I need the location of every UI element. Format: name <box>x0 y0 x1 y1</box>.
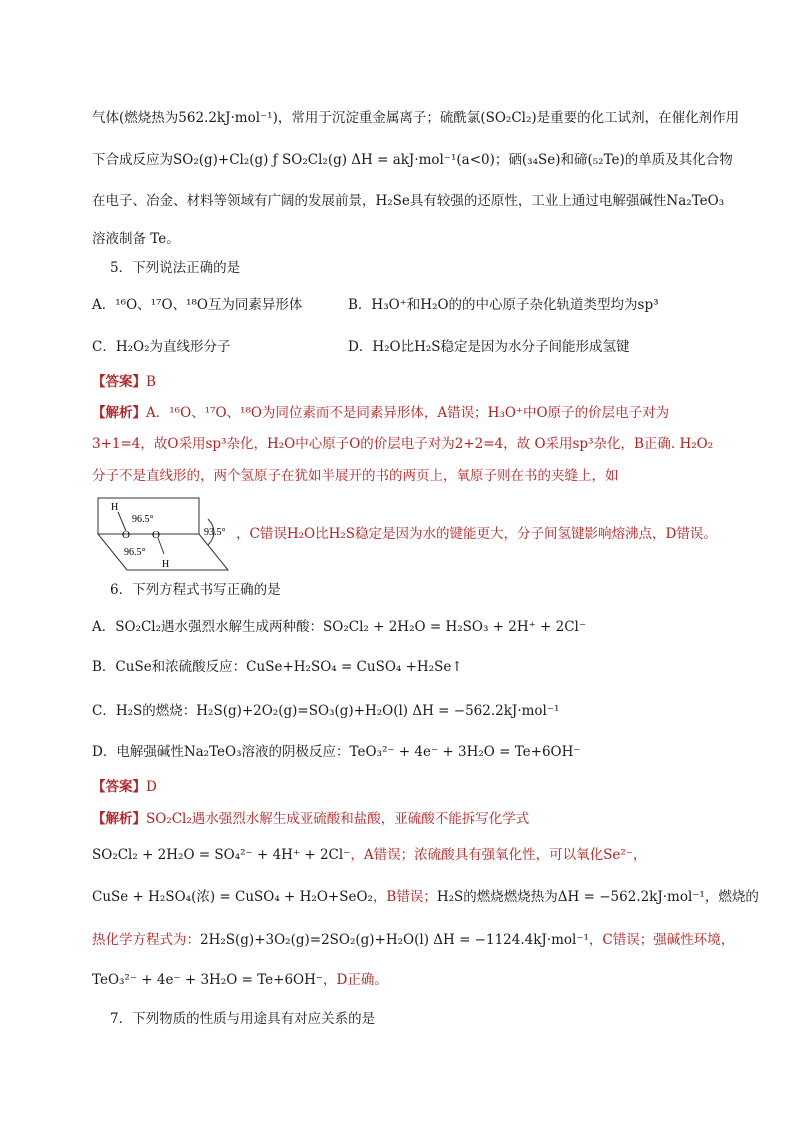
diagram-angle-top: 96.5° <box>132 514 154 525</box>
diagram-h-top: H <box>111 502 119 513</box>
q5-option-b: B．H₃O⁺和H₂O的的中心原子杂化轨道类型均为sp³ <box>348 297 659 313</box>
q6-answer <box>92 777 157 797</box>
answer-value: D <box>146 779 157 795</box>
q6-analysis-line-5 <box>92 970 388 990</box>
q7-stem: 7．下列物质的性质与用途具有对应关系的是 <box>110 1011 376 1027</box>
analysis-tag: 【解析】 <box>92 811 146 827</box>
q6-stem: 6．下列方程式书写正确的是 <box>110 582 281 598</box>
equation: CuSe + H₂SO₄(浓) = CuSO₄ + H₂O+SeO₂ <box>92 889 373 905</box>
diagram-h-bottom: H <box>162 559 170 570</box>
q6-option-b: B．CuSe和浓硫酸反应：CuSe+H₂SO₄ = CuSO₄ +H₂Se↑ <box>92 659 463 675</box>
analysis-text: ，B错误； <box>372 889 437 905</box>
q5-answer <box>92 372 156 392</box>
diagram-o-right: O <box>152 529 160 541</box>
analysis-text: ，D正确。 <box>323 972 388 988</box>
analysis-text: ，A错误；浓硫酸具有强氧化性，可以氧化Se²⁻， <box>350 847 647 863</box>
intro-line-2: 下合成反应为SO₂(g)+Cl₂(g) ƒ SO₂Cl₂(g) ΔH = akJ·mol⁻¹(a<0)；硒(₃₄Se)和碲(₅₂Te)的单质及其化合物 <box>92 152 733 168</box>
analysis-text: ，C错误；强碱性环境， <box>588 932 735 948</box>
diagram-o-left: O <box>122 529 130 541</box>
analysis-text: H₂S的燃烧燃烧热为ΔH = −562.2kJ·mol⁻¹，燃烧的 <box>436 889 759 905</box>
q6-analysis-line-3 <box>92 887 759 907</box>
analysis-text: 热化学方程式为： <box>92 932 200 948</box>
q6-analysis-line-2 <box>92 845 646 865</box>
q6-option-a: A．SO₂Cl₂遇水强烈水解生成两种酸：SO₂Cl₂ + 2H₂O = H₂SO₃ + 2H⁺ + 2Cl⁻ <box>92 619 587 635</box>
q5-analysis-line-2: 3+1=4，故O采用sp³杂化，H₂O中心原子O的价层电子对为2+2=4，故 O采用sp³杂化，B正确. H₂O₂ <box>92 436 714 452</box>
q6-analysis-line-4 <box>92 930 734 950</box>
analysis-tag: 【解析】 <box>92 405 146 421</box>
q5-analysis-line-4: ，C错误H₂O比H₂S稳定是因为水的键能更大，分子间氢键影响熔沸点，D错误。 <box>236 526 717 542</box>
analysis-text: SO₂Cl₂遇水强烈水解生成亚硫酸和盐酸，亚硫酸不能拆写化学式 <box>146 811 530 827</box>
equation: TeO₃²⁻ + 4e⁻ + 3H₂O = Te+6OH⁻ <box>92 972 324 988</box>
intro-line-1: 气体(燃烧热为562.2kJ·mol⁻¹)，常用于沉淀重金属离子；硫酰氯(SO₂Cl₂)是重要的化工试剂，在催化剂作用 <box>92 110 740 126</box>
q5-stem: 5．下列说法正确的是 <box>110 260 241 276</box>
answer-tag: 【答案】 <box>92 374 146 390</box>
q6-analysis-line-1 <box>92 809 529 829</box>
q6-option-d: D．电解强碱性Na₂TeO₃溶液的阴极反应：TeO₃²⁻ + 4e⁻ + 3H₂O = Te+6OH⁻ <box>92 744 581 760</box>
diagram-dihedral-angle: 93.5° <box>204 527 226 538</box>
q5-option-d: D．H₂O比H₂S稳定是因为水分子间能形成氢键 <box>348 339 630 355</box>
diagram-angle-bottom: 96.5° <box>124 547 146 558</box>
answer-value: B <box>146 374 156 390</box>
q5-option-a: A．¹⁶O、¹⁷O、¹⁸O互为同素异形体 <box>92 297 303 313</box>
equation: SO₂Cl₂ + 2H₂O = SO₄²⁻ + 4H⁺ + 2Cl⁻ <box>92 847 351 863</box>
analysis-text: A．¹⁶O、¹⁷O、¹⁸O为同位素而不是同素异形体，A错误；H₃O⁺中O原子的价层电子对为 <box>146 405 670 421</box>
intro-line-3: 在电子、冶金、材料等领域有广阔的发展前景，H₂Se具有较强的还原性，工业上通过电解强碱性Na₂TeO₃ <box>92 193 725 209</box>
q5-option-c: C．H₂O₂为直线形分子 <box>92 339 231 355</box>
q5-analysis-line-1 <box>92 403 669 423</box>
q6-option-c: C．H₂S的燃烧：H₂S(g)+2O₂(g)=SO₃(g)+H₂O(l) ΔH = −562.2kJ·mol⁻¹ <box>92 703 560 719</box>
answer-tag: 【答案】 <box>92 779 146 795</box>
intro-line-4: 溶液制备 Te。 <box>92 231 180 247</box>
equation: 2H₂S(g)+3O₂(g)=2SO₂(g)+H₂O(l) ΔH = −1124.4kJ·mol⁻¹ <box>200 932 589 948</box>
q5-analysis-line-3: 分子不是直线形的，两个氢原子在犹如半展开的书的两页上，氧原子则在书的夹缝上，如 <box>92 468 619 484</box>
